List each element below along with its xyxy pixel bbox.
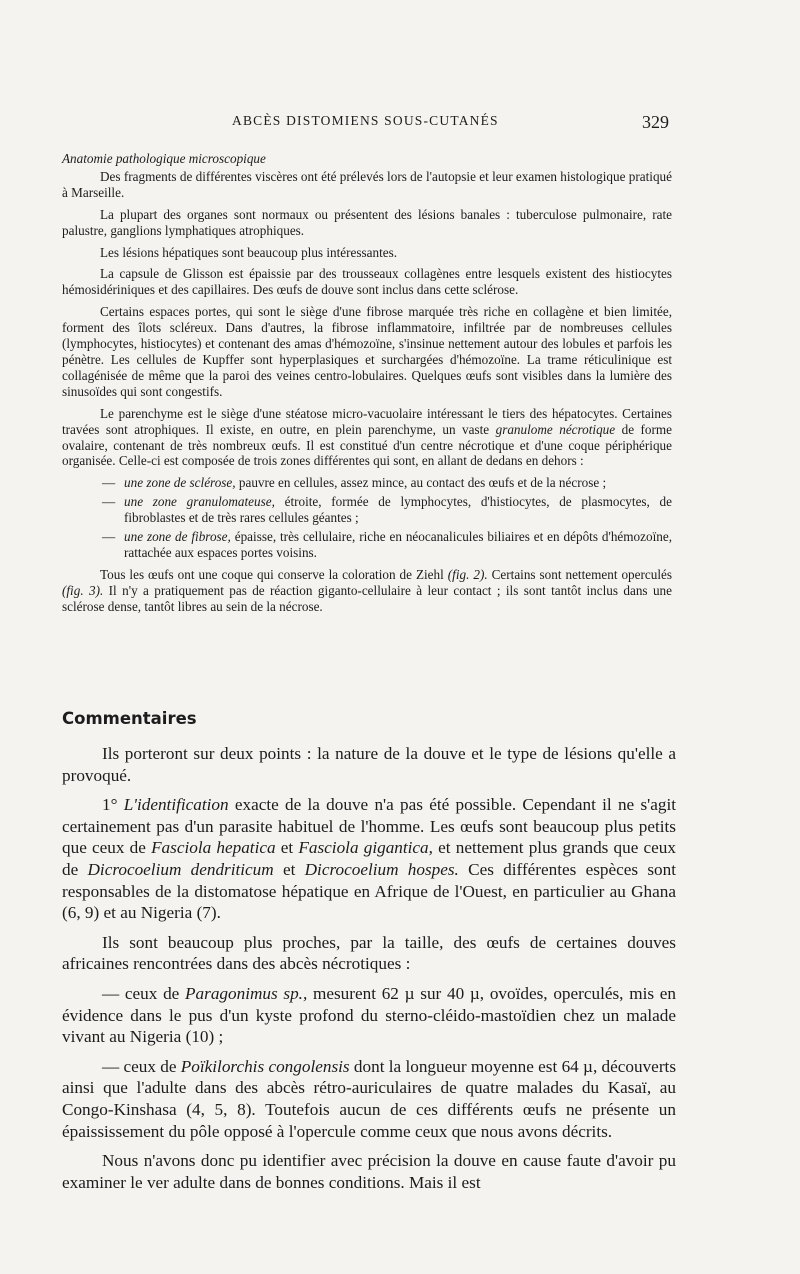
- species-name: Dicrocoelium hospes.: [304, 859, 459, 879]
- text-run: dont la longueur moyenne est 64 µ, découverts ainsi que l'adulte dans des abcès rétro-auriculaires de quatre malades du Kasaï, au Congo-Kinshasa (4, 5, 8). Toutefois aucun de ces différents œufs ne présente un épaississement du pôle opposé à l'opercule comme ceux que nous avons décrits.: [62, 1056, 677, 1141]
- paragraph: [62, 983, 676, 1048]
- paragraph: Ils sont beaucoup plus proches, par la taille, des œufs de certaines douves africaines rencontrées dans des abcès nécrotiques :: [62, 932, 676, 974]
- zone-item: [62, 494, 672, 526]
- text-run: Il n'y a pratiquement pas de réaction giganto-cellulaire à leur contact ; ils sont tantôt inclus dans une sclérose dense, tantôt libres au sein de la nécrose.: [62, 582, 672, 614]
- species-name: Poïkilorchis congolensis: [180, 1056, 350, 1076]
- paragraph: Les lésions hépatiques sont beaucoup plus intéressantes.: [100, 244, 398, 260]
- zone-list: [62, 475, 672, 561]
- figure-reference: (fig. 3).: [62, 582, 104, 598]
- emphasis: granulome nécrotique: [495, 421, 616, 437]
- anatomy-section: [62, 151, 672, 621]
- text-run: de forme ovalaire, contenant de très nombreux œufs. Il est constitué d'un centre nécrotique et d'une coque périphérique organisée. Celle-ci est composée de trois zones différentes qui sont, en allant de dedans en dehors :: [62, 421, 673, 469]
- species-name: Fasciola hepatica: [151, 838, 276, 858]
- paragraph: [62, 1056, 676, 1142]
- species-name: Paragonimus sp.,: [185, 983, 308, 1003]
- paragraph: Ils porteront sur deux points : la nature de la douve et le type de lésions qu'elle a provoqué.: [62, 744, 676, 785]
- text-run: et nettement plus grands que ceux de: [62, 838, 676, 879]
- text-run: Tous les œufs ont une coque qui conserve la coloration de Ziehl: [100, 566, 448, 582]
- dash: —: [102, 475, 116, 491]
- paragraph: Des fragments de différentes viscères ont été prélevés lors de l'autopsie et leur examen histologique pratiqué à Marseille.: [62, 168, 672, 200]
- page-number: 329: [642, 112, 669, 132]
- zone-item: [62, 529, 672, 561]
- paragraph: La capsule de Glisson est épaissie par des trousseaux collagènes entre lesquels existent des histiocytes hémosidériniques et des capillaires. Des œufs de douve sont inclus dans cette sclérose.: [62, 266, 672, 298]
- paragraph: [62, 567, 672, 615]
- text-run: et: [275, 838, 299, 858]
- text-run: — ceux de: [102, 983, 186, 1003]
- text-run: pauvre en cellules, assez mince, au contact des œufs et de la nécrose ;: [235, 475, 607, 491]
- commentaires-section: [62, 743, 676, 1201]
- section-title: Commentaires: [62, 709, 197, 728]
- text-run: épaisse, très cellulaire, riche en néocanalicules biliaires et en dépôts d'hémozoïne, rattachée aux espaces portes voisins.: [124, 529, 672, 560]
- emphasis: une zone de sclérose,: [124, 475, 236, 491]
- dash: —: [102, 494, 116, 510]
- paragraph: Certains espaces portes, qui sont le siège d'une fibrose marquée très riche en collagène et bien limitée, forment des îlots scléreux. Dans d'autres, la fibrose inflammatoire, infiltrée par de nombreuses cellules (lymphocytes, histiocytes) et contenant des amas d'hémozoïne, s'insinue nettement autour des lobules et parfois les pénètre. Les cellules de Kupffer sont hyperplasiques et surchargées d'hémozoïne. La trame réticulinique est collagénisée de même que la paroi des veines centro-lobulaires. Quelques œufs sont visibles dans la lumière des sinusoïdes qui sont congestifs.: [62, 304, 672, 399]
- anatomy-subheading: Anatomie pathologique microscopique: [62, 151, 266, 166]
- emphasis: une zone granulomateuse,: [124, 494, 275, 510]
- paragraph: [62, 406, 672, 470]
- paragraph: [62, 794, 676, 924]
- species-name: Fasciola gigantica,: [298, 838, 433, 858]
- text-run: étroite, formée de lymphocytes, d'histiocytes, de plasmocytes, de fibroblastes et de très rares cellules géantes ;: [124, 494, 672, 526]
- paragraph: Nous n'avons donc pu identifier avec précision la douve en cause faute d'avoir pu examiner le ver adulte dans de bonnes conditions. Mais il est: [62, 1151, 676, 1192]
- zone-item: [62, 475, 672, 491]
- emphasis: une zone de fibrose,: [124, 529, 231, 545]
- dash: —: [102, 529, 116, 545]
- species-name: Dicrocoelium dendriticum: [87, 859, 274, 879]
- text-run: et: [273, 859, 305, 879]
- running-head: ABCÈS DISTOMIENS SOUS-CUTANÉS: [232, 113, 499, 128]
- text-run: — ceux de: [102, 1056, 181, 1076]
- text-run: Ces différentes espèces sont responsables de la distomatose hépatique en Afrique de l'Ouest, en particulier au Ghana (6, 9) et au Nigeria (7).: [62, 859, 677, 923]
- paragraph: La plupart des organes sont normaux ou présentent des lésions banales : tuberculose pulmonaire, rate palustre, ganglions lymphatiques atrophiques.: [62, 206, 672, 238]
- text-run: mesurent 62 µ sur 40 µ, ovoïdes, operculés, mis en évidence dans le pus d'un kyste profond du sterno-cléido-mastoïdien chez un malade vivant au Nigeria (10) ;: [62, 983, 676, 1047]
- emphasis: L'identification: [123, 795, 229, 815]
- figure-reference: (fig. 2).: [447, 566, 488, 582]
- text-run: Le parenchyme est le siège d'une stéatose micro-vacuolaire intéressant le tiers des hépatocytes. Certaines travées sont atrophiques. Il existe, en outre, en plein parenchyme, un vaste: [62, 405, 672, 437]
- text-run: 1°: [102, 795, 124, 815]
- text-run: exacte de la douve n'a pas été possible. Cependant il ne s'agit certainement pas d'un parasite habituel de l'homme. Les œufs sont beaucoup plus petits que ceux de: [62, 795, 676, 858]
- text-run: Certains sont nettement operculés: [487, 566, 672, 582]
